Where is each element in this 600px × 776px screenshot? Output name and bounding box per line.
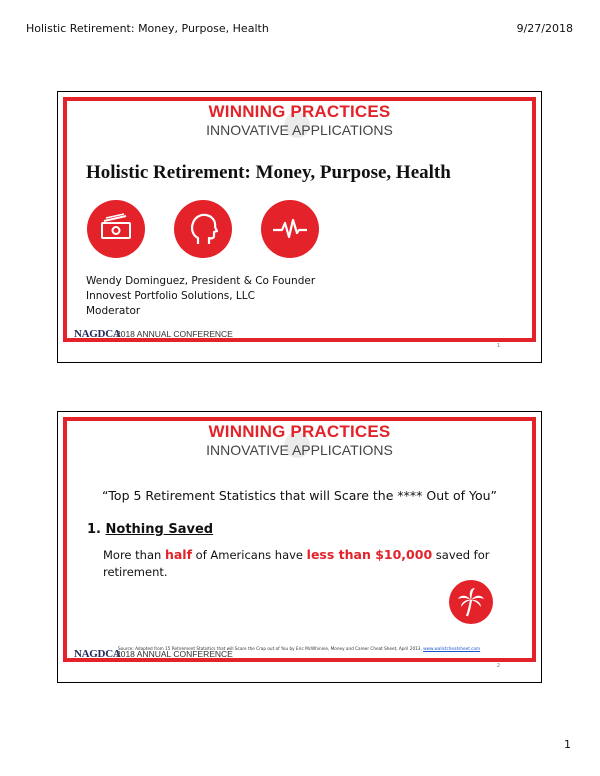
banner-winning-practices: WINNING PRACTICES xyxy=(208,422,391,441)
list-item-heading xyxy=(87,522,213,537)
slide-number: 2 xyxy=(496,663,500,669)
slide-title: Holistic Retirement: Money, Purpose, Health xyxy=(86,162,451,183)
heartbeat-icon xyxy=(261,200,319,258)
banner-winning-practices: WINNING PRACTICES xyxy=(208,102,391,121)
conference-label: 2018 ANNUAL CONFERENCE xyxy=(116,329,233,339)
money-icon xyxy=(87,200,145,258)
slide-1 xyxy=(57,91,542,363)
slide-2 xyxy=(57,411,542,683)
palm-tree-icon xyxy=(449,580,493,624)
emphasis-half: half xyxy=(164,547,193,562)
item-body: More than half of Americans have less than $10,000 saved for retirement. xyxy=(103,547,490,579)
presenter-info xyxy=(86,274,315,319)
nagdca-logo: NAGDCA xyxy=(74,328,121,340)
presenter-role: Moderator xyxy=(86,305,141,317)
slide-quote: “Top 5 Retirement Statistics that will Scare the **** Out of You” xyxy=(101,488,498,503)
source-citation: Source: Adapted from 15 Retirement Statistics that will Scare the Crap out of You by Eric McWhinnie, Money and Career Cheat Sheet, April 2013, www.wallstcheatsheet.com xyxy=(118,646,481,651)
page-header-date: 9/27/2018 xyxy=(516,22,573,35)
page-number: 1 xyxy=(564,738,571,751)
nagdca-logo: NAGDCA xyxy=(74,648,121,660)
emphasis-amount: less than $10,000 xyxy=(306,547,433,562)
banner-innovative-applications: INNOVATIVE APPLICATIONS xyxy=(206,442,393,458)
item-title: Nothing Saved xyxy=(105,522,214,537)
head-profile-icon xyxy=(174,200,232,258)
slide-number: 1 xyxy=(496,343,500,349)
page-header-title: Holistic Retirement: Money, Purpose, Health xyxy=(26,22,269,35)
presenter-company: Innovest Portfolio Solutions, LLC xyxy=(86,290,255,302)
banner-innovative-applications: INNOVATIVE APPLICATIONS xyxy=(206,122,393,138)
item-number: 1. xyxy=(87,522,101,537)
conference-label: 2018 ANNUAL CONFERENCE xyxy=(116,649,233,659)
presenter-name: Wendy Dominguez, President & Co Founder xyxy=(86,275,316,287)
source-link[interactable]: www.wallstcheatsheet.com xyxy=(423,646,481,651)
